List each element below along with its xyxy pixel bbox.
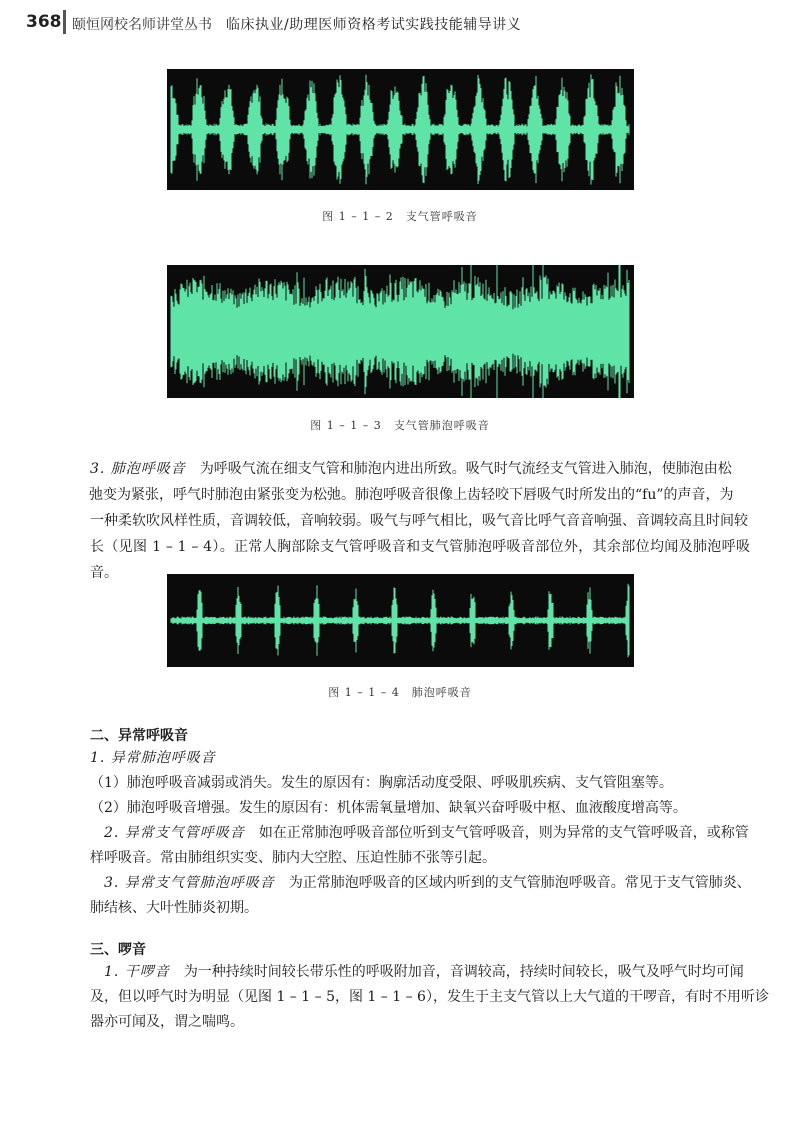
subheading: 1. 异常肺泡呼吸音 — [90, 750, 216, 766]
book-title: 临床执业/助理医师资格考试实践技能辅导讲义 — [226, 17, 522, 33]
figure-bronchovesicular-waveform — [167, 265, 634, 398]
text-line: 弛变为紧张，呼气时肺泡由紧张变为松弛。肺泡呼吸音很像上齿轻咬下唇吸气时所发出的“fu”的声音，为 — [89, 487, 734, 503]
page-header — [0, 0, 800, 44]
text-line: 及，但以呼气时为明显（见图 1 – 1 – 5，图 1 – 1 – 6），发生于主支气管以上大气道的干啰音，有时不用听诊 — [90, 989, 769, 1005]
figure-caption: 图 1 – 1 – 2 支气管呼吸音 — [322, 210, 478, 223]
section-heading: 二、异常呼吸音 — [90, 728, 188, 744]
text-line: 一种柔软吹风样性质，音调较低，音响较弱。吸气与呼气相比，吸气音比呼气音音响强、音调较高且时间较 — [90, 513, 748, 529]
term-label: 3. 肺泡呼吸音 — [90, 461, 186, 477]
text-line: 为呼吸气流在细支气管和肺泡内进出所致。吸气时气流经支气管进入肺泡，使肺泡由松 — [199, 461, 732, 477]
figure-vesicular-waveform — [167, 574, 634, 667]
text-line: 肺结核、大叶性肺炎初期。 — [90, 900, 258, 916]
series-name: 颐恒网校名师讲堂丛书 — [72, 17, 212, 33]
figure-caption: 图 1 – 1 – 4 肺泡呼吸音 — [328, 686, 472, 699]
text-line: 2. 异常支气管呼吸音 如在正常肺泡呼吸音部位听到支气管呼吸音，则为异常的支气管呼吸音，或称管 — [104, 825, 749, 841]
page-number: 368 — [26, 12, 62, 32]
section-heading: 三、啰音 — [90, 942, 146, 958]
text-line: 器亦可闻及，谓之喘鸣。 — [90, 1014, 244, 1030]
header-divider — [63, 10, 66, 34]
text-line: 长（见图 1 – 1 – 4）。正常人胸部除支气管呼吸音和支气管肺泡呼吸音部位外，其余部位均闻及肺泡呼吸音。 — [90, 539, 750, 581]
figure-caption: 图 1 – 1 – 3 支气管肺泡呼吸音 — [310, 419, 490, 432]
vesicular-paragraph — [90, 456, 750, 586]
text-line: 1. 干啰音 为一种持续时间较长带乐性的呼吸附加音，音调较高，持续时间较长，吸气及呼气时均可闻 — [104, 964, 744, 980]
text-line: 3. 异常支气管肺泡呼吸音 为正常肺泡呼吸音的区域内听到的支气管肺泡呼吸音。常见于支气管肺炎、 — [104, 875, 751, 891]
text-line: （2）肺泡呼吸音增强。发生的原因有：机体需氧量增加、缺氧兴奋呼吸中枢、血液酸度增高等。 — [90, 800, 687, 816]
text-line: （1）肺泡呼吸音减弱或消失。发生的原因有：胸廓活动度受限、呼吸肌疾病、支气管阻塞等。 — [90, 775, 673, 791]
figure-bronchial-waveform — [167, 69, 634, 190]
text-line: 样呼吸音。常由肺组织实变、肺内大空腔、压迫性肺不张等引起。 — [90, 850, 496, 866]
